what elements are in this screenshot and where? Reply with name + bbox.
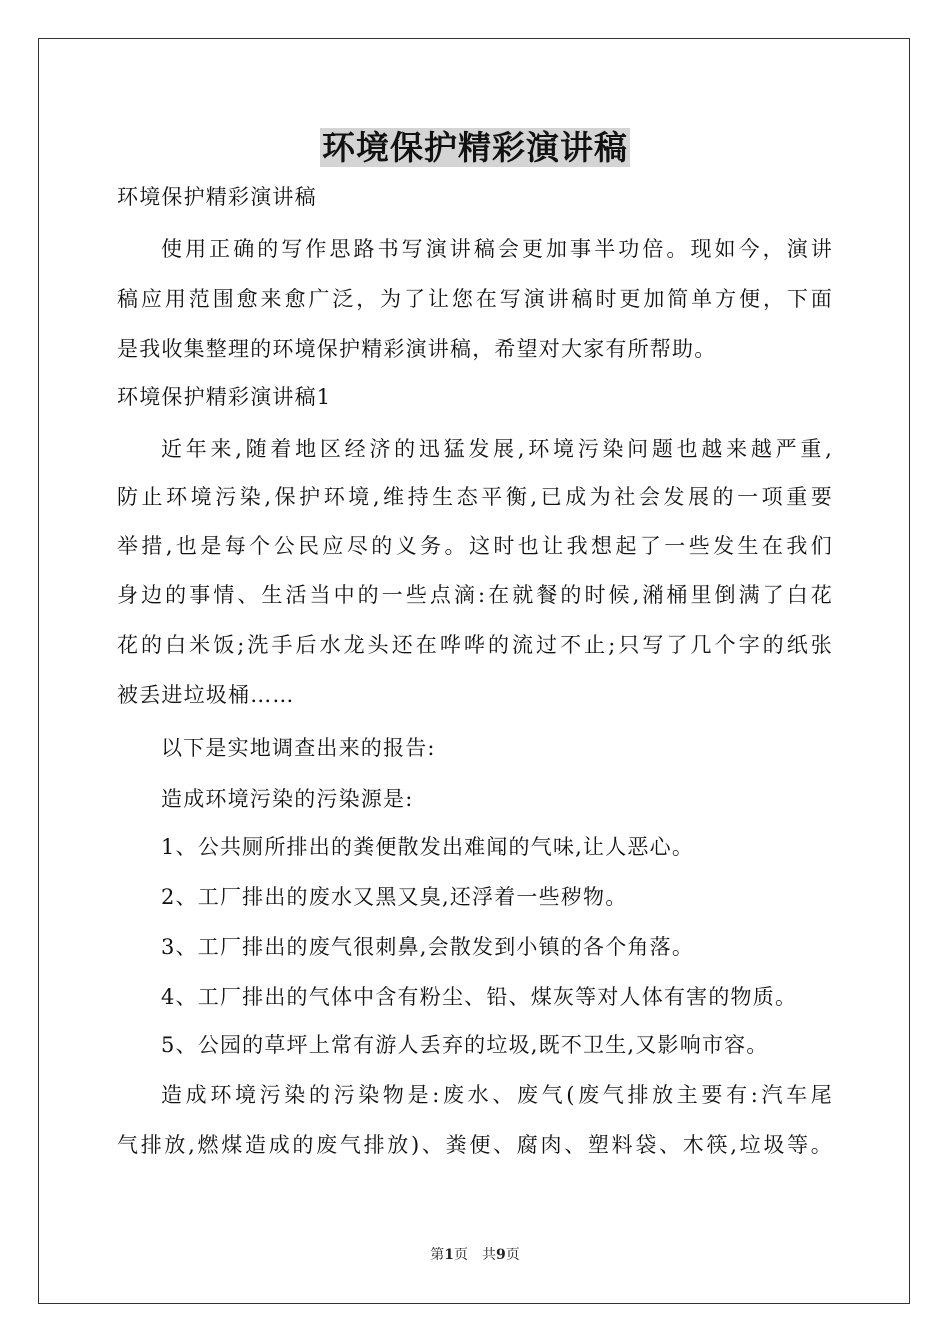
footer-total-pages: 9 bbox=[496, 1247, 506, 1263]
body-line-4: 身边的事情、生活当中的一些点滴:在就餐的时候,潲桶里倒满了白花 bbox=[117, 583, 833, 607]
section-heading: 环境保护精彩演讲稿1 bbox=[117, 385, 332, 409]
pollutants-line-1: 造成环境污染的污染物是:废水、废气(废气排放主要有:汽车尾 bbox=[161, 1083, 833, 1107]
pollution-sources-heading: 造成环境污染的污染源是: bbox=[161, 787, 414, 811]
document-title-text: 环境保护精彩演讲稿 bbox=[322, 128, 628, 167]
list-item-4: 4、工厂排出的气体中含有粉尘、铅、煤灰等对人体有害的物质。 bbox=[161, 985, 798, 1009]
document-title bbox=[0, 124, 950, 172]
body-line-5: 花的白米饭;洗手后水龙头还在哗哗的流过不止;只写了几个字的纸张 bbox=[117, 633, 833, 657]
footer-suffix: 页 bbox=[505, 1247, 520, 1263]
list-item-1: 1、公共厕所排出的粪便散发出难闻的气味,让人恶心。 bbox=[161, 835, 695, 859]
report-intro-line: 以下是实地调查出来的报告: bbox=[161, 736, 436, 760]
body-line-2: 防止环境污染,保护环境,维持生态平衡,已成为社会发展的一项重要 bbox=[117, 485, 833, 509]
body-line-6: 被丢进垃圾桶…… bbox=[117, 683, 295, 707]
footer-page-number: 1 bbox=[444, 1247, 454, 1263]
intro-line-1: 使用正确的写作思路书写演讲稿会更加事半功倍。现如今，演讲 bbox=[161, 237, 833, 261]
pollutants-line-2: 气排放,燃煤造成的废气排放)、粪便、腐肉、塑料袋、木筷,垃圾等。 bbox=[117, 1133, 833, 1157]
intro-line-2: 稿应用范围愈来愈广泛，为了让您在写演讲稿时更加简单方便，下面 bbox=[117, 287, 833, 311]
list-item-3: 3、工厂排出的废气很刺鼻,会散发到小镇的各个角落。 bbox=[161, 935, 695, 959]
body-line-1: 近年来,随着地区经济的迅猛发展,环境污染问题也越来越严重, bbox=[161, 437, 833, 461]
footer-mid: 页 共 bbox=[454, 1247, 496, 1263]
list-item-2: 2、工厂排出的废水又黑又臭,还浮着一些秽物。 bbox=[161, 885, 628, 909]
footer-prefix: 第 bbox=[430, 1247, 445, 1263]
body-line-3: 举措,也是每个公民应尽的义务。这时也让我想起了一些发生在我们 bbox=[117, 534, 833, 558]
page-border bbox=[38, 38, 910, 1304]
list-item-5: 5、公园的草坪上常有游人丢弃的垃圾,既不卫生,又影响市容。 bbox=[161, 1033, 769, 1057]
subtitle-line: 环境保护精彩演讲稿 bbox=[117, 185, 317, 209]
intro-line-3: 是我收集整理的环境保护精彩演讲稿，希望对大家有所帮助。 bbox=[117, 337, 717, 361]
page-footer bbox=[0, 1245, 950, 1265]
